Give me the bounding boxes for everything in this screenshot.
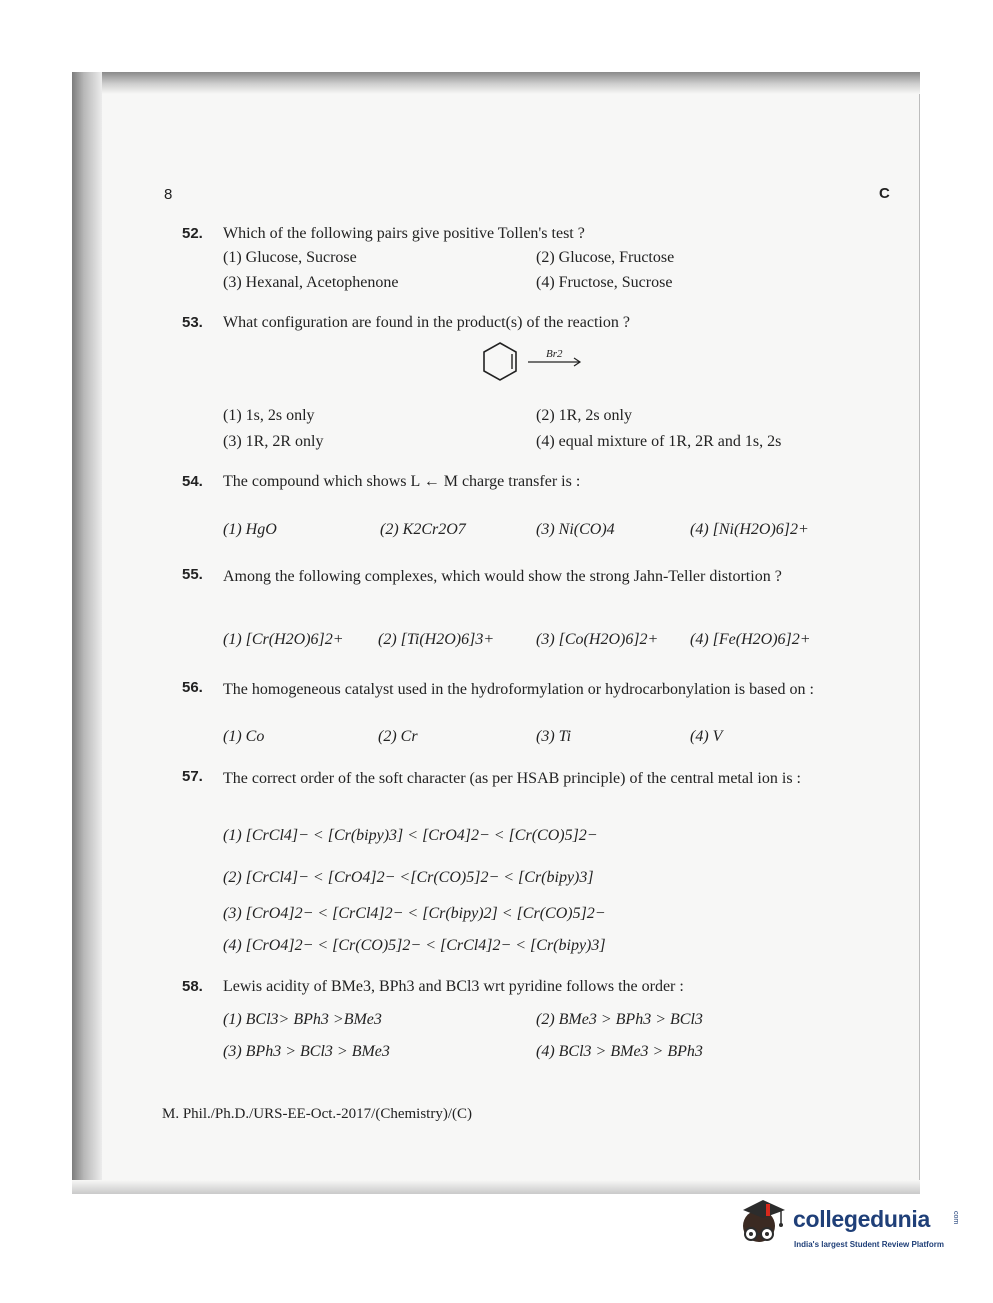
question-number: 56. [182, 679, 203, 696]
option: (4) [Fe(H2O)6]2+ [690, 631, 811, 648]
brand-tagline: India's largest Student Review Platform [794, 1240, 944, 1249]
brand-name: collegedunia [793, 1206, 930, 1232]
option: (2) [Ti(H2O)6]3+ [378, 631, 495, 648]
option: (1) BCl3> BPh3 >BMe3 [223, 1011, 382, 1028]
option: (4) [Ni(H2O)6]2+ [690, 521, 809, 538]
scan-shadow-bottom [72, 1180, 920, 1194]
option: (2) BMe3 > BPh3 > BCl3 [536, 1011, 703, 1028]
cyclohexene-reaction-diagram [470, 338, 590, 388]
question-number: 53. [182, 314, 203, 331]
option: (1) 1s, 2s only [223, 407, 315, 424]
page-number: 8 [164, 186, 173, 203]
scan-shadow-left [72, 72, 102, 1194]
question-text: Lewis acidity of BMe3, BPh3 and BCl3 wrt pyridine follows the order : [223, 978, 684, 995]
option: (3) 1R, 2R only [223, 433, 324, 450]
set-code: C [879, 185, 890, 202]
question-text: The correct order of the soft character (as per HSAB principle) of the central metal ion is : [223, 770, 801, 787]
question-text: The compound which shows L ← M charge transfer is : [223, 473, 581, 490]
question-text: Which of the following pairs give positive Tollen's test ? [223, 225, 585, 242]
option: (3) Hexanal, Acetophenone [223, 274, 399, 291]
option: (3) [CrO4]2− < [CrCl4]2− < [Cr(bipy)2] < [Cr(CO)5]2− [223, 905, 606, 922]
collegedunia-watermark [735, 1196, 967, 1262]
question-text: Among the following complexes, which would show the strong Jahn-Teller distortion ? [223, 568, 782, 585]
question-text: The homogeneous catalyst used in the hydroformylation or hydrocarbonylation is based on : [223, 681, 814, 698]
option: (1) Co [223, 728, 265, 745]
brand-suffix: com [952, 1211, 959, 1225]
option: (3) Ti [536, 728, 572, 745]
question-number: 57. [182, 768, 203, 785]
question-number: 54. [182, 473, 203, 490]
option: (2) Glucose, Fructose [536, 249, 675, 266]
option: (2) 1R, 2s only [536, 407, 632, 424]
option: (1) [Cr(H2O)6]2+ [223, 631, 344, 648]
question-number: 55. [182, 566, 203, 583]
option: (3) BPh3 > BCl3 > BMe3 [223, 1043, 390, 1060]
scan-shadow-top [72, 72, 920, 94]
question-number: 58. [182, 978, 203, 995]
option: (2) K2Cr2O7 [380, 521, 466, 538]
option: (4) BCl3 > BMe3 > BPh3 [536, 1043, 703, 1060]
option: (3) [Co(H2O)6]2+ [536, 631, 659, 648]
option: (1) [CrCl4]− < [Cr(bipy)3] < [CrO4]2− < [Cr(CO)5]2− [223, 827, 598, 844]
question-text: What configuration are found in the product(s) of the reaction ? [223, 314, 630, 331]
cyclohexene-ring [484, 343, 516, 380]
option: (1) HgO [223, 521, 277, 538]
option: (2) [CrCl4]− < [CrO4]2− <[Cr(CO)5]2− < [Cr(bipy)3] [223, 869, 594, 886]
student-mascot-icon [735, 1196, 791, 1262]
option: (2) Cr [378, 728, 418, 745]
question-number: 52. [182, 225, 203, 242]
option: (3) Ni(CO)4 [536, 521, 615, 538]
option: (4) [CrO4]2− < [Cr(CO)5]2− < [CrCl4]2− < [Cr(bipy)3] [223, 937, 606, 954]
option: (4) Fructose, Sucrose [536, 274, 673, 291]
reagent-label: Br2 [546, 348, 563, 360]
option: (4) equal mixture of 1R, 2R and 1s, 2s [536, 433, 782, 450]
footer-text: M. Phil./Ph.D./URS-EE-Oct.-2017/(Chemistry)/(C) [162, 1106, 472, 1122]
option: (1) Glucose, Sucrose [223, 249, 357, 266]
option: (4) V [690, 728, 723, 745]
